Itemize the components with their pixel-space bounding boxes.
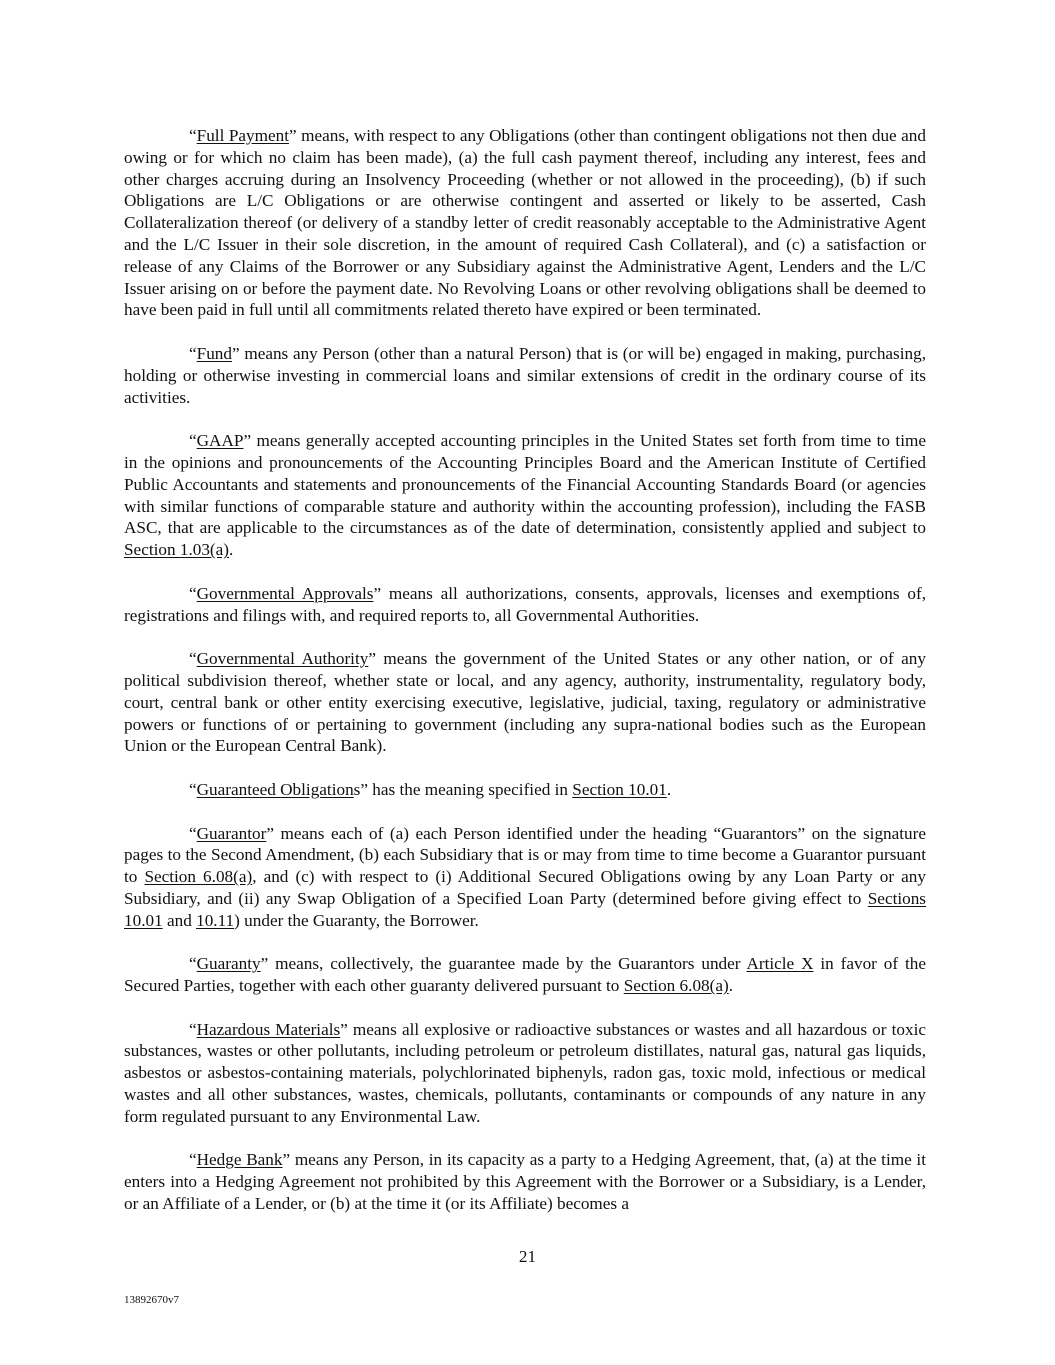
open-quote: “ [189,954,197,974]
cross-reference: Sections 10.01 [124,888,926,930]
cross-reference: Article X [746,954,814,974]
definition-paragraph [124,823,926,932]
definition-text: ” means all explosive or radioactive substances or wastes and all hazardous or toxic substances, wastes or other pollutants, including petroleum or petroleum distillates, natural gas, natural gas liquids, asbestos or asbestos-containing materials, polychlorinated biphenyls, radon gas, toxic mold, infectious or medical wastes and all other substances, wastes, chemicals, pollutants, contaminants or compounds of any nature in any form regulated pursuant to any Environmental Law. [124,1019,926,1126]
definition-text: ” means, with respect to any Obligations (other than contingent obligations not then due and owing or for which no claim has been made), (a) the full cash payment thereof, including any interest, fees and other charges accruing during an Insolvency Proceeding (whether or not allowed in the proceeding), (b) if such Obligations are L/C Obligations or are otherwise contingent and asserted or likely to be asserted, Cash Collateralization thereof (or delivery of a standby letter of credit reasonably acceptable to the Administrative Agent and the L/C Issuer in their sole discretion, in the amount of required Cash Collateral), and (c) a satisfaction or release of any Claims of the Borrower or any Subsidiary against the Administrative Agent, Lenders and the L/C Issuer arising on or before the payment date. No Revolving Loans or other revolving obligations shall be deemed to have been paid in full until all commitments related thereto have expired or been terminated. [124,126,926,320]
defined-term: Guaranteed Obligation [196,779,354,799]
definition-paragraph [124,343,926,408]
open-quote: “ [189,431,197,451]
definition-paragraph [124,779,926,801]
open-quote: “ [189,779,197,799]
cross-reference: 10.11 [196,910,235,930]
defined-term: Governmental Authority [196,649,369,669]
definition-text: ) under the Guaranty, the Borrower. [234,910,479,930]
cross-reference: Section 6.08(a) [623,976,729,996]
document-body [124,125,926,1237]
defined-term: Full Payment [196,126,289,145]
definition-paragraph [124,430,926,561]
definition-text: ” means all authorizations, consents, approvals, licenses and exemptions of, registrations and filings with, and required reports to, all Governmental Authorities. [124,583,926,625]
definition-text: and [162,910,197,930]
page-number: 21 [518,1247,537,1266]
definition-text: . [728,976,734,996]
definition-text: . [229,540,234,560]
definition-paragraph [124,1149,926,1214]
defined-term: Guarantor [196,823,267,843]
definition-text: . [666,779,672,799]
defined-term: Hazardous Materials [196,1019,341,1039]
definition-text: , and (c) with respect to (i) Additional Secured Obligations owing by any Loan Party or any Subsidiary, and (ii) any Swap Obligation of a Specified Loan Party (determined before giving effect to [124,867,926,908]
definition-paragraph [124,583,926,627]
definition-text: ” means generally accepted accounting principles in the United States set forth from time to time in the opinions and pronouncements of the Accounting Principles Board and the American Institute of Certified Public Accountants and statements and pronouncements of the Financial Accounting Standards Board (or agencies with similar functions of comparable stature and authority within the accounting profession), including the FASB ASC, that are applicable to the circumstances as of the date of determination, consistently applied and subject to [124,431,926,538]
definition-text: ” means each of (a) each Person identified under the heading “Guarantors” on the signature pages to the Second Amendment, (b) each Subsidiary that is or may from time to time become a Guarantor pursuant to [124,823,926,887]
cross-reference: Section 10.01 [572,779,667,799]
document-id: 13892670v7 [124,1294,179,1306]
defined-term: GAAP [196,431,244,451]
definition-paragraph [124,125,926,321]
open-quote: “ [189,1150,197,1170]
cross-reference: Section 6.08(a) [144,867,253,887]
defined-term: Fund [196,343,232,363]
definition-text: s” has the meaning specified in [353,779,573,799]
defined-term: Governmental Approvals [196,583,374,603]
defined-term: Hedge Bank [196,1150,283,1170]
open-quote: “ [189,1019,197,1039]
open-quote: “ [189,126,197,145]
open-quote: “ [189,583,197,603]
cross-reference: Section 1.03(a) [124,540,230,560]
definition-text: ” means any Person, in its capacity as a party to a Hedging Agreement, that, (a) at the time it enters into a Hedging Agreement not prohibited by this Agreement with the Borrower or a Subsidiary, is a Lender, or an Affiliate of a Lender, or (b) at the time it (or its Affiliate) becomes a [124,1150,926,1214]
open-quote: “ [189,823,197,843]
definition-paragraph [124,648,926,757]
definition-text: ” means the government of the United States or any other nation, or of any political subdivision thereof, whether state or local, and any agency, authority, instrumentality, regulatory body, court, central bank or other entity exercising executive, legislative, judicial, taxing, regulatory or administrative powers or functions of or pertaining to government (including any supra-national bodies such as the European Union or the European Central Bank). [124,649,926,756]
definition-text: ” means, collectively, the guarantee made by the Guarantors under [260,954,747,974]
definition-paragraph [124,953,926,997]
definition-text: in favor of the Secured Parties, together with each other guaranty delivered pursuant to [124,954,926,996]
defined-term: Guaranty [196,954,261,974]
open-quote: “ [189,649,197,669]
definition-paragraph [124,1019,926,1128]
definition-text: ” means any Person (other than a natural Person) that is (or will be) engaged in making, purchasing, holding or otherwise investing in commercial loans and similar extensions of credit in the ordinary course of its activities. [124,343,926,407]
open-quote: “ [189,343,197,363]
